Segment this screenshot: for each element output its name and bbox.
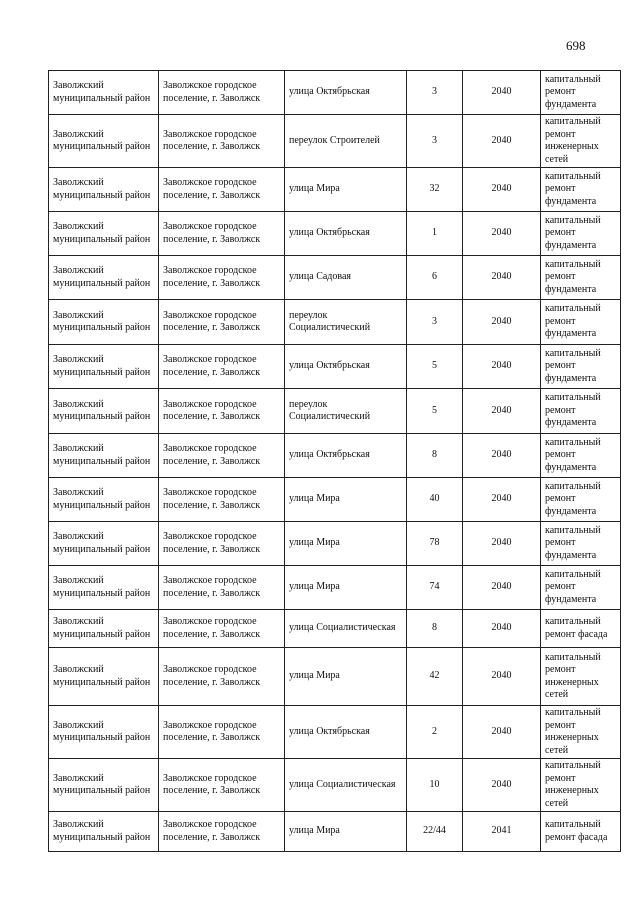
cell-year: 2040 bbox=[463, 300, 541, 345]
cell-street: улица Октябрьская bbox=[285, 71, 407, 115]
table-row bbox=[49, 812, 621, 852]
cell-year: 2040 bbox=[463, 566, 541, 610]
cell-district: Заволжский муниципальный район bbox=[49, 759, 159, 812]
table-row bbox=[49, 168, 621, 212]
cell-year: 2040 bbox=[463, 71, 541, 115]
cell-settlement: Заволжское городское поселение, г. Заволжск bbox=[159, 522, 285, 566]
cell-house: 42 bbox=[407, 648, 463, 706]
cell-settlement: Заволжское городское поселение, г. Заволжск bbox=[159, 706, 285, 759]
cell-work: капитальный ремонт фасада bbox=[541, 812, 621, 852]
cell-house: 8 bbox=[407, 434, 463, 478]
table-row bbox=[49, 610, 621, 648]
cell-street: улица Мира bbox=[285, 168, 407, 212]
cell-house: 2 bbox=[407, 706, 463, 759]
table-row bbox=[49, 115, 621, 168]
cell-district: Заволжский муниципальный район bbox=[49, 706, 159, 759]
cell-year: 2040 bbox=[463, 478, 541, 522]
table-row bbox=[49, 389, 621, 434]
cell-work: капитальный ремонт фундамента bbox=[541, 434, 621, 478]
cell-house: 10 bbox=[407, 759, 463, 812]
cell-district: Заволжский муниципальный район bbox=[49, 434, 159, 478]
cell-year: 2040 bbox=[463, 256, 541, 300]
cell-house: 3 bbox=[407, 71, 463, 115]
cell-work: капитальный ремонт инженерных сетей bbox=[541, 706, 621, 759]
cell-settlement: Заволжское городское поселение, г. Заволжск bbox=[159, 648, 285, 706]
table-row bbox=[49, 478, 621, 522]
cell-work: капитальный ремонт фасада bbox=[541, 610, 621, 648]
cell-work: капитальный ремонт фундамента bbox=[541, 212, 621, 256]
cell-settlement: Заволжское городское поселение, г. Заволжск bbox=[159, 212, 285, 256]
cell-house: 40 bbox=[407, 478, 463, 522]
cell-house: 3 bbox=[407, 300, 463, 345]
cell-year: 2040 bbox=[463, 345, 541, 389]
cell-house: 6 bbox=[407, 256, 463, 300]
cell-district: Заволжский муниципальный район bbox=[49, 478, 159, 522]
table-row bbox=[49, 300, 621, 345]
cell-district: Заволжский муниципальный район bbox=[49, 345, 159, 389]
table-row bbox=[49, 71, 621, 115]
cell-street: переулок Социалистический bbox=[285, 389, 407, 434]
table-row bbox=[49, 522, 621, 566]
cell-work: капитальный ремонт инженерных сетей bbox=[541, 759, 621, 812]
cell-house: 3 bbox=[407, 115, 463, 168]
cell-work: капитальный ремонт фундамента bbox=[541, 168, 621, 212]
cell-district: Заволжский муниципальный район bbox=[49, 648, 159, 706]
cell-street: улица Октябрьская bbox=[285, 212, 407, 256]
cell-street: улица Мира bbox=[285, 478, 407, 522]
cell-settlement: Заволжское городское поселение, г. Заволжск bbox=[159, 389, 285, 434]
cell-district: Заволжский муниципальный район bbox=[49, 71, 159, 115]
cell-district: Заволжский муниципальный район bbox=[49, 256, 159, 300]
cell-work: капитальный ремонт инженерных сетей bbox=[541, 115, 621, 168]
cell-house: 5 bbox=[407, 389, 463, 434]
cell-house: 78 bbox=[407, 522, 463, 566]
cell-work: капитальный ремонт фундамента bbox=[541, 71, 621, 115]
cell-district: Заволжский муниципальный район bbox=[49, 115, 159, 168]
table-row bbox=[49, 212, 621, 256]
table-row bbox=[49, 706, 621, 759]
cell-house: 5 bbox=[407, 345, 463, 389]
cell-year: 2040 bbox=[463, 115, 541, 168]
cell-district: Заволжский муниципальный район bbox=[49, 812, 159, 852]
cell-year: 2040 bbox=[463, 610, 541, 648]
cell-street: улица Мира bbox=[285, 812, 407, 852]
table-row bbox=[49, 566, 621, 610]
cell-year: 2040 bbox=[463, 522, 541, 566]
cell-work: капитальный ремонт фундамента bbox=[541, 478, 621, 522]
cell-year: 2040 bbox=[463, 706, 541, 759]
cell-street: улица Садовая bbox=[285, 256, 407, 300]
cell-work: капитальный ремонт фундамента bbox=[541, 300, 621, 345]
cell-street: переулок Строителей bbox=[285, 115, 407, 168]
cell-year: 2041 bbox=[463, 812, 541, 852]
cell-year: 2040 bbox=[463, 434, 541, 478]
cell-district: Заволжский муниципальный район bbox=[49, 522, 159, 566]
cell-settlement: Заволжское городское поселение, г. Заволжск bbox=[159, 759, 285, 812]
cell-house: 8 bbox=[407, 610, 463, 648]
cell-district: Заволжский муниципальный район bbox=[49, 389, 159, 434]
cell-district: Заволжский муниципальный район bbox=[49, 300, 159, 345]
cell-street: улица Мира bbox=[285, 522, 407, 566]
cell-work: капитальный ремонт фундамента bbox=[541, 345, 621, 389]
cell-year: 2040 bbox=[463, 168, 541, 212]
cell-house: 22/44 bbox=[407, 812, 463, 852]
cell-settlement: Заволжское городское поселение, г. Заволжск bbox=[159, 812, 285, 852]
cell-year: 2040 bbox=[463, 389, 541, 434]
cell-street: улица Мира bbox=[285, 566, 407, 610]
table-row bbox=[49, 345, 621, 389]
cell-work: капитальный ремонт фундамента bbox=[541, 522, 621, 566]
cell-work: капитальный ремонт фундамента bbox=[541, 256, 621, 300]
cell-street: улица Октябрьская bbox=[285, 706, 407, 759]
table-body bbox=[49, 71, 621, 852]
cell-house: 1 bbox=[407, 212, 463, 256]
repair-schedule-table bbox=[48, 70, 621, 852]
cell-street: улица Октябрьская bbox=[285, 434, 407, 478]
cell-settlement: Заволжское городское поселение, г. Заволжск bbox=[159, 300, 285, 345]
cell-year: 2040 bbox=[463, 212, 541, 256]
cell-district: Заволжский муниципальный район bbox=[49, 168, 159, 212]
cell-settlement: Заволжское городское поселение, г. Заволжск bbox=[159, 71, 285, 115]
cell-work: капитальный ремонт фундамента bbox=[541, 566, 621, 610]
cell-settlement: Заволжское городское поселение, г. Заволжск bbox=[159, 434, 285, 478]
cell-house: 32 bbox=[407, 168, 463, 212]
page-number: 698 bbox=[566, 38, 586, 53]
cell-settlement: Заволжское городское поселение, г. Заволжск bbox=[159, 478, 285, 522]
cell-house: 74 bbox=[407, 566, 463, 610]
table-row bbox=[49, 256, 621, 300]
cell-work: капитальный ремонт фундамента bbox=[541, 389, 621, 434]
cell-district: Заволжский муниципальный район bbox=[49, 610, 159, 648]
cell-district: Заволжский муниципальный район bbox=[49, 566, 159, 610]
cell-year: 2040 bbox=[463, 648, 541, 706]
cell-settlement: Заволжское городское поселение, г. Заволжск bbox=[159, 610, 285, 648]
cell-street: улица Социалистическая bbox=[285, 610, 407, 648]
table-row bbox=[49, 648, 621, 706]
cell-district: Заволжский муниципальный район bbox=[49, 212, 159, 256]
cell-settlement: Заволжское городское поселение, г. Заволжск bbox=[159, 345, 285, 389]
cell-settlement: Заволжское городское поселение, г. Заволжск bbox=[159, 566, 285, 610]
cell-street: переулок Социалистический bbox=[285, 300, 407, 345]
cell-work: капитальный ремонт инженерных сетей bbox=[541, 648, 621, 706]
cell-street: улица Социалистическая bbox=[285, 759, 407, 812]
cell-settlement: Заволжское городское поселение, г. Заволжск bbox=[159, 115, 285, 168]
cell-settlement: Заволжское городское поселение, г. Заволжск bbox=[159, 256, 285, 300]
cell-street: улица Мира bbox=[285, 648, 407, 706]
table-row bbox=[49, 434, 621, 478]
cell-settlement: Заволжское городское поселение, г. Заволжск bbox=[159, 168, 285, 212]
cell-street: улица Октябрьская bbox=[285, 345, 407, 389]
table-row bbox=[49, 759, 621, 812]
cell-year: 2040 bbox=[463, 759, 541, 812]
